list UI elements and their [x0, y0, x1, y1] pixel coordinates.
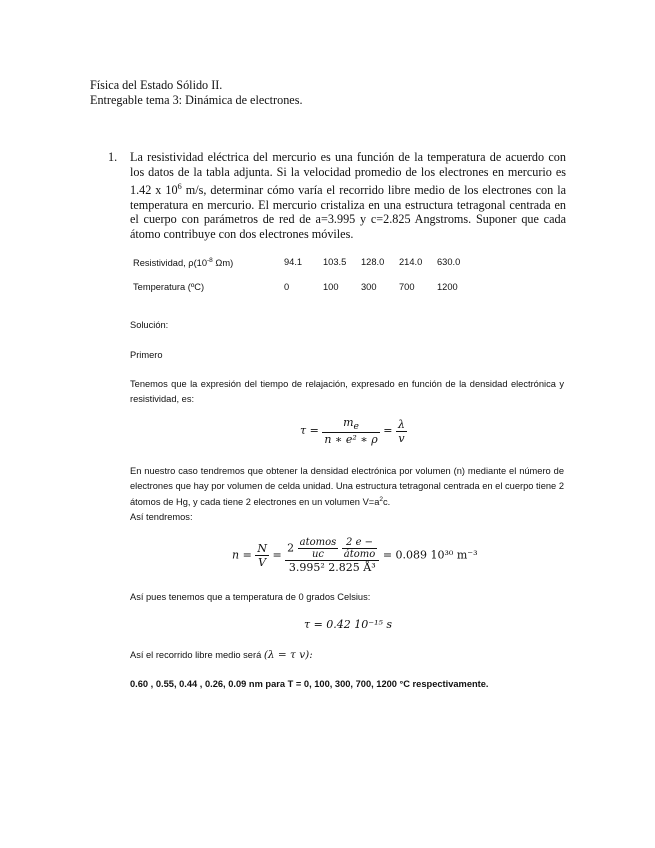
- eq-atomos: atomos: [299, 537, 337, 548]
- table-cell: 100: [323, 282, 339, 292]
- eq-n-result: = 0.089 10³⁰ m⁻³: [382, 548, 478, 562]
- density-exponent: 2: [379, 496, 383, 503]
- table-cell: 0: [284, 282, 290, 292]
- eq-n-den: V: [258, 556, 267, 569]
- equation-density: [232, 537, 477, 574]
- table-cell: 103.5: [323, 257, 347, 267]
- density-text-c: Así tendremos:: [130, 511, 193, 522]
- resistivity-exponent: -8: [207, 257, 213, 264]
- eq-n-big-denominator: 3.995² 2.825 Å³: [288, 561, 376, 574]
- eq-n-num: N: [257, 542, 267, 555]
- eq-atomo: átomo: [343, 549, 376, 560]
- density-text-b: c.: [383, 497, 391, 508]
- question-text: [130, 150, 566, 242]
- question-text-part1: La resistividad eléctrica del mercurio es una función de la temperatura de acuerdo con los datos de la tabla adjunta. Si la velocidad promedio de los electrones en mercurio es 1.42 x 10: [130, 150, 566, 198]
- eq-uc: uc: [311, 549, 324, 560]
- table-cell: 300: [361, 282, 377, 292]
- eq-tau-num-m: m: [343, 416, 354, 429]
- eq-tau-lhs: τ =: [300, 424, 319, 438]
- mean-free-path-text: Así el recorrido libre medio será: [130, 650, 264, 660]
- eq-n-fraction: [255, 542, 269, 569]
- eq-velocity: v: [398, 431, 405, 445]
- solution-title: Solución:: [130, 320, 169, 330]
- eq-electrons-atomo: [342, 537, 378, 560]
- row-label-temperature: Temperatura (ºC): [133, 282, 205, 292]
- equation-tau: [300, 416, 407, 446]
- eq-n-big-numerator: [285, 537, 379, 561]
- paragraph-temperature-zero: Así pues tenemos que a temperatura de 0 grados Celsius:: [130, 592, 371, 602]
- table-cell: 700: [399, 282, 415, 292]
- eq-n-equals: =: [272, 548, 282, 562]
- eq-n-two: 2: [287, 541, 295, 555]
- paragraph-mean-free-path: [130, 648, 313, 663]
- table-cell: 1200: [437, 282, 458, 292]
- document-header: [90, 78, 303, 107]
- table-cell: 128.0: [361, 257, 385, 267]
- table-cell: 94.1: [284, 257, 303, 267]
- eq-tau-denominator: n ∗ e² ∗ ρ: [324, 433, 378, 447]
- eq-lambda: λ: [397, 417, 405, 431]
- eq-tau-equals: =: [383, 424, 393, 438]
- table-cell: 630.0: [437, 257, 461, 267]
- eq-n-lhs: n =: [232, 548, 252, 562]
- eq-tau-fraction: [322, 416, 379, 446]
- eq-n-big-fraction: [285, 537, 379, 574]
- velocity-exponent: 6: [177, 181, 182, 192]
- eq-lambda-fraction: [396, 418, 407, 445]
- row-label-resistivity: [133, 257, 233, 268]
- density-text-a: En nuestro caso tendremos que obtener la densidad electrónica por volumen (n) mediante el número de electrones que hay por volumen de celda unidad. Una estructura tetragonal centrada en el cuerpo tiene 2 átomos de Hg, y cada tiene 2 electrones en un volumen V=a: [130, 466, 564, 508]
- resistivity-label-a: Resistividad, ρ(10: [133, 258, 208, 269]
- result-line: 0.60 , 0.55, 0.44 , 0.26, 0.09 nm para T = 0, 100, 300, 700, 1200 °C respectivamente.: [130, 679, 489, 689]
- paragraph-relaxation: Tenemos que la expresión del tiempo de relajación, expresado en función de la densidad electrónica y resistividad, es:: [130, 379, 564, 404]
- eq-atomos-uc: [298, 537, 339, 560]
- question-number: 1.: [108, 150, 118, 164]
- paragraph-density: [130, 464, 564, 524]
- first-step: Primero: [130, 350, 163, 360]
- mean-free-path-equation: (λ = τ v):: [263, 649, 313, 661]
- question-text-part2: m/s, determinar cómo varía el recorrido libre medio de los electrones con la temperatura en mercurio. El mercurio cristaliza en una estructura tetragonal centrada en el cuerpo con parámetros de red de a=3.995 y c=2.825 Angstroms. Suponer que cada átomo contribuye con dos electrones móviles.: [130, 183, 566, 242]
- equation-tau-value: τ = 0.42 10⁻¹⁵ s: [304, 618, 393, 631]
- table-cell: 214.0: [399, 257, 423, 267]
- eq-two-e: 2 e −: [342, 537, 378, 549]
- assignment-title: Entregable tema 3: Dinámica de electrones.: [90, 92, 303, 107]
- eq-tau-numerator: [322, 416, 379, 433]
- course-title: Física del Estado Sólido II.: [90, 78, 223, 92]
- eq-tau-num-sub: e: [353, 421, 359, 433]
- resistivity-label-b: Ωm): [212, 258, 234, 269]
